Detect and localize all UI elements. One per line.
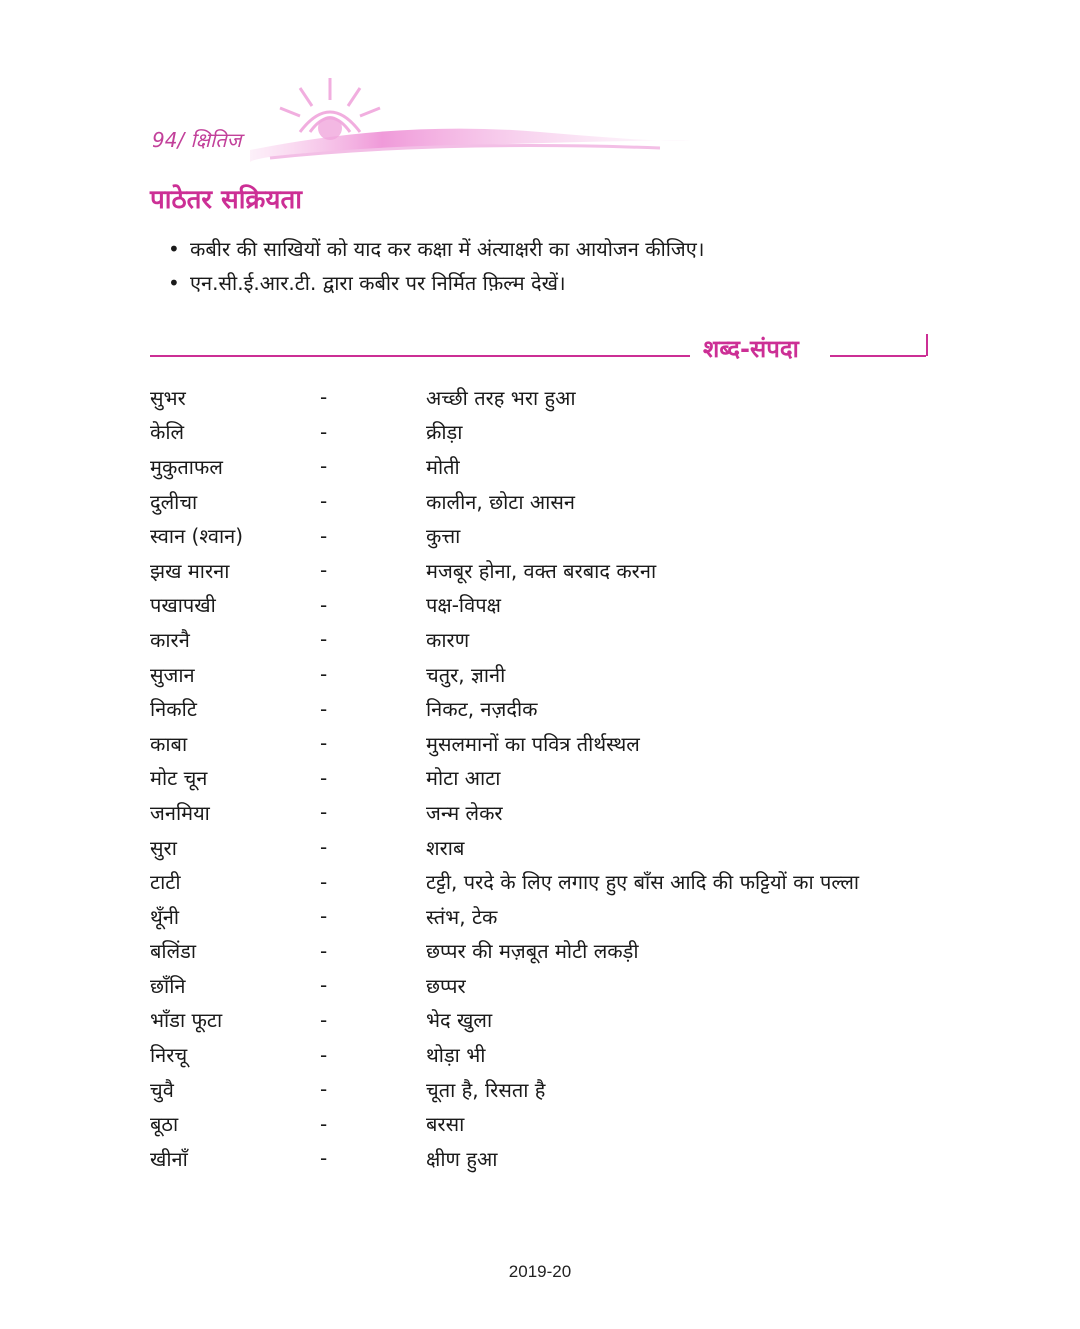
glossary-term: जनमिया	[150, 800, 210, 825]
glossary-title: शब्द-संपदा	[703, 335, 799, 363]
glossary-separator: -	[320, 1042, 328, 1067]
glossary-separator: -	[320, 627, 328, 652]
glossary-meaning: कारण	[426, 627, 470, 652]
glossary-meaning: चतुर, ज्ञानी	[426, 662, 506, 687]
table-row	[150, 1037, 950, 1072]
table-row	[150, 449, 950, 484]
glossary-term: टाटी	[150, 870, 181, 895]
table-row	[150, 1003, 950, 1038]
activity-section-title: पाठेतर सक्रियता	[150, 185, 303, 215]
table-row	[150, 726, 950, 761]
glossary-meaning: क्षीण हुआ	[426, 1146, 498, 1171]
glossary-term: सुरा	[150, 835, 177, 860]
table-row	[150, 380, 950, 415]
glossary-term: पखापखी	[150, 593, 216, 618]
footer-year: 2019-20	[508, 1262, 572, 1281]
glossary-separator: -	[320, 592, 328, 617]
glossary-term: निकटि	[150, 697, 197, 722]
activity-text: कबीर की साखियों को याद कर कक्षा में अंत्याक्षरी का आयोजन कीजिए।	[190, 237, 705, 261]
table-row	[150, 968, 950, 1003]
glossary-term: स्वान (श्वान)	[150, 524, 244, 549]
table-row	[150, 588, 950, 623]
glossary-separator: -	[320, 454, 328, 479]
table-row	[150, 761, 950, 796]
glossary-term: सुजान	[150, 662, 195, 687]
glossary-meaning: पक्ष-विपक्ष	[426, 593, 501, 618]
glossary-meaning: मोटा आटा	[426, 766, 501, 791]
glossary-separator: -	[320, 1111, 328, 1136]
glossary-term: चुवै	[150, 1077, 174, 1102]
table-row	[150, 795, 950, 830]
glossary-separator: -	[320, 869, 328, 894]
glossary-separator: -	[320, 696, 328, 721]
table-row	[150, 864, 950, 899]
glossary-meaning: क्रीड़ा	[426, 420, 463, 445]
table-row	[150, 518, 950, 553]
glossary-term: कारनै	[150, 627, 190, 652]
table-row	[150, 1072, 950, 1107]
glossary-term: सुभर	[150, 385, 186, 410]
glossary-separator: -	[320, 1007, 328, 1032]
glossary-separator: -	[320, 731, 328, 756]
glossary-separator: -	[320, 385, 328, 410]
glossary-separator: -	[320, 835, 328, 860]
glossary-term: थूँनी	[150, 904, 180, 929]
activity-list	[168, 232, 704, 300]
glossary-meaning: कुत्ता	[426, 524, 461, 549]
glossary-meaning: भेद खुला	[426, 1008, 493, 1033]
table-row	[150, 657, 950, 692]
glossary-separator: -	[320, 765, 328, 790]
list-item	[168, 266, 704, 300]
glossary-separator: -	[320, 558, 328, 583]
glossary-term: छाँनि	[150, 973, 186, 998]
glossary-meaning: शराब	[426, 835, 465, 860]
glossary-meaning: मुसलमानों का पवित्र तीर्थस्थल	[426, 731, 640, 756]
glossary-term: दुलीचा	[150, 489, 198, 514]
glossary-list	[150, 380, 950, 1176]
list-item	[168, 232, 704, 266]
table-row	[150, 830, 950, 865]
glossary-meaning: कालीन, छोटा आसन	[426, 489, 575, 514]
glossary-term: बलिंडा	[150, 939, 197, 964]
glossary-meaning: अच्छी तरह भरा हुआ	[426, 385, 576, 410]
heading-rule	[830, 355, 926, 357]
table-row	[150, 934, 950, 969]
heading-rule	[150, 355, 690, 357]
table-row	[150, 415, 950, 450]
bullet-icon: •	[168, 237, 180, 261]
glossary-meaning: थोड़ा भी	[426, 1043, 486, 1068]
table-row	[150, 899, 950, 934]
glossary-meaning: मोती	[426, 454, 460, 479]
glossary-term: केलि	[150, 420, 185, 445]
glossary-separator: -	[320, 973, 328, 998]
glossary-meaning: छप्पर	[426, 973, 466, 998]
glossary-meaning: चूता है, रिसता है	[426, 1077, 546, 1102]
table-row	[150, 553, 950, 588]
table-row	[150, 484, 950, 519]
header-sun-decoration	[240, 70, 700, 170]
glossary-meaning: मजबूर होना, वक्त बरबाद करना	[426, 558, 657, 583]
glossary-separator: -	[320, 1077, 328, 1102]
glossary-term: मुकुताफल	[150, 454, 223, 479]
glossary-separator: -	[320, 523, 328, 548]
glossary-meaning: टट्टी, परदे के लिए लगाए हुए बाँस आदि की फट्टियों का पल्ला	[426, 870, 860, 895]
activity-text: एन.सी.ई.आर.टी. द्वारा कबीर पर निर्मित फ़िल्म देखें।	[190, 271, 566, 295]
table-row	[150, 1106, 950, 1141]
glossary-separator: -	[320, 938, 328, 963]
running-head: 94/ क्षितिज	[152, 128, 242, 152]
glossary-meaning: बरसा	[426, 1112, 465, 1137]
glossary-separator: -	[320, 662, 328, 687]
glossary-separator: -	[320, 419, 328, 444]
glossary-meaning: स्तंभ, टेक	[426, 904, 498, 929]
glossary-heading	[150, 332, 930, 362]
glossary-term: भाँडा फूटा	[150, 1008, 223, 1033]
heading-rule-end	[926, 334, 928, 356]
glossary-meaning: छप्पर की मज़बूत मोटी लकड़ी	[426, 939, 639, 964]
glossary-term: निरचू	[150, 1043, 188, 1068]
bullet-icon: •	[168, 271, 180, 295]
glossary-term: मोट चून	[150, 766, 208, 791]
glossary-separator: -	[320, 1146, 328, 1171]
glossary-term: बूठा	[150, 1112, 179, 1137]
table-row	[150, 1141, 950, 1176]
glossary-term: खीनाँ	[150, 1146, 188, 1171]
table-row	[150, 622, 950, 657]
glossary-meaning: निकट, नज़दीक	[426, 697, 538, 722]
glossary-term: झख मारना	[150, 558, 230, 583]
glossary-separator: -	[320, 904, 328, 929]
glossary-meaning: जन्म लेकर	[426, 800, 503, 825]
glossary-separator: -	[320, 489, 328, 514]
table-row	[150, 691, 950, 726]
glossary-separator: -	[320, 800, 328, 825]
glossary-term: काबा	[150, 731, 188, 756]
